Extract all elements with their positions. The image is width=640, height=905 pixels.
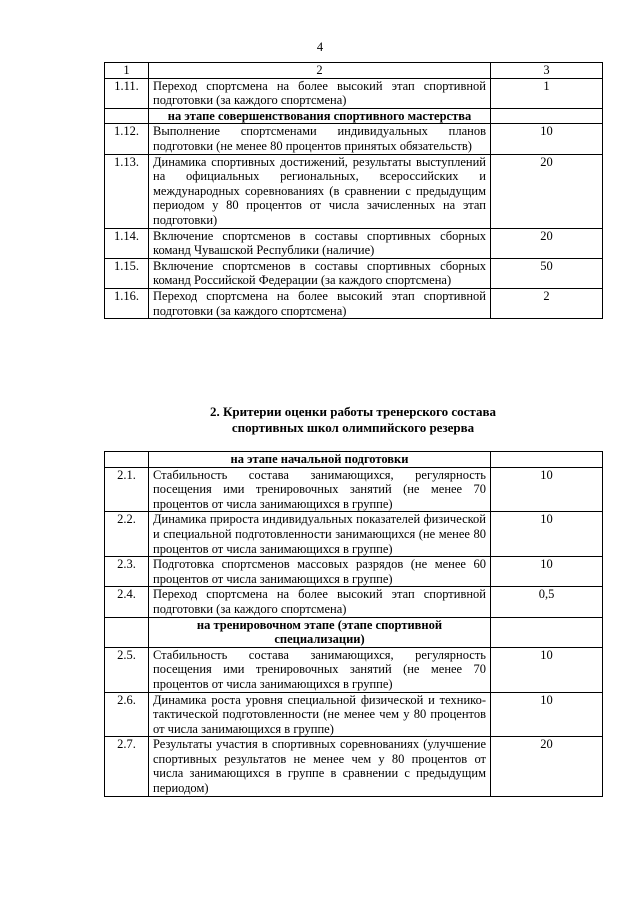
criterion-points: 10 [491,512,603,557]
section-heading-line: 2. Критерии оценки работы тренерского состава [210,404,496,419]
empty-cell [105,617,149,647]
row-number: 2.2. [105,512,149,557]
stage-subheading-row [105,108,603,124]
criterion-points: 10 [491,692,603,737]
criterion-points: 10 [491,647,603,692]
column-header: 3 [491,63,603,79]
row-number: 1.16. [105,288,149,318]
row-number: 1.13. [105,154,149,228]
table-row [105,647,603,692]
table-row [105,467,603,512]
criterion-points: 20 [491,154,603,228]
row-number: 2.4. [105,587,149,617]
criterion-text: Переход спортсмена на более высокий этап спортивной подготовки (за каждого спортсмена) [149,78,491,108]
criteria-table-2 [104,451,603,797]
table-row [105,228,603,258]
empty-cell [491,617,603,647]
criterion-text: Стабильность состава занимающихся, регулярность посещения ими тренировочных занятий (не менее 70 процентов от числа занимающихся в группе) [149,467,491,512]
criterion-points: 20 [491,737,603,796]
criterion-text: Результаты участия в спортивных соревнованиях (улучшение спортивных результатов не менее чем у 80 процентов от числа занимающихся в группе в сравнении с предыдущим периодом) [149,737,491,796]
stage-subheading: на этапе начальной подготовки [149,452,491,468]
table-row [105,587,603,617]
criterion-text: Подготовка спортсменов массовых разрядов (не менее 60 процентов от числа занимающихся в группе) [149,557,491,587]
criterion-text: Переход спортсмена на более высокий этап спортивной подготовки (за каждого спортсмена) [149,288,491,318]
table-row [105,78,603,108]
empty-cell [491,108,603,124]
table-row [105,258,603,288]
stage-subheading-row [105,452,603,468]
row-number: 2.5. [105,647,149,692]
table-row [105,737,603,796]
empty-cell [105,108,149,124]
row-number: 2.3. [105,557,149,587]
criterion-text: Динамика прироста индивидуальных показателей физической и специальной подготовленности занимающихся (не менее 80 процентов от числа занимающихся в группе) [149,512,491,557]
empty-cell [105,452,149,468]
row-number: 1.15. [105,258,149,288]
row-number: 2.6. [105,692,149,737]
table-row [105,154,603,228]
stage-subheading: на тренировочном этапе (этапе спортивной специализации) [149,617,491,647]
row-number: 2.1. [105,467,149,512]
table-row [105,557,603,587]
stage-subheading-row [105,617,603,647]
section-heading-line: спортивных школ олимпийского резерва [231,420,475,435]
criterion-points: 10 [491,124,603,154]
criterion-points: 50 [491,258,603,288]
column-header: 1 [105,63,149,79]
criterion-text: Динамика спортивных достижений, результаты выступлений на официальных региональных, всероссийских и международных соревнованиях (в сравнении с предыдущим периодом у 80 процентов от числа зачисленных на этап подготовки) [149,154,491,228]
row-number: 2.7. [105,737,149,796]
table-row [105,512,603,557]
criteria-table-1 [104,62,603,319]
row-number: 1.14. [105,228,149,258]
criterion-text: Выполнение спортсменами индивидуальных планов подготовки (не менее 80 процентов принятых обязательств) [149,124,491,154]
criterion-points: 2 [491,288,603,318]
table-header-row [105,63,603,79]
row-number: 1.12. [105,124,149,154]
criterion-points: 0,5 [491,587,603,617]
criterion-text: Включение спортсменов в составы спортивных сборных команд Чувашской Республики (наличие) [149,228,491,258]
criterion-points: 1 [491,78,603,108]
table-row [105,692,603,737]
criterion-points: 10 [491,467,603,512]
criterion-text: Включение спортсменов в составы спортивных сборных команд Российской Федерации (за каждого спортсмена) [149,258,491,288]
empty-cell [491,452,603,468]
criterion-points: 10 [491,557,603,587]
stage-subheading: на этапе совершенствования спортивного мастерства [149,108,491,124]
table-row [105,288,603,318]
section-heading [104,404,602,436]
criterion-text: Стабильность состава занимающихся, регулярность посещения ими тренировочных занятий (не менее 70 процентов от числа занимающихся в группе) [149,647,491,692]
criterion-text: Переход спортсмена на более высокий этап спортивной подготовки (за каждого спортсмена) [149,587,491,617]
row-number: 1.11. [105,78,149,108]
column-header: 2 [149,63,491,79]
table-row [105,124,603,154]
criterion-points: 20 [491,228,603,258]
page-number: 4 [316,40,324,54]
criterion-text: Динамика роста уровня специальной физической и технико-тактической подготовленности (не менее чем у 80 процентов от числа занимающихся в группе) [149,692,491,737]
